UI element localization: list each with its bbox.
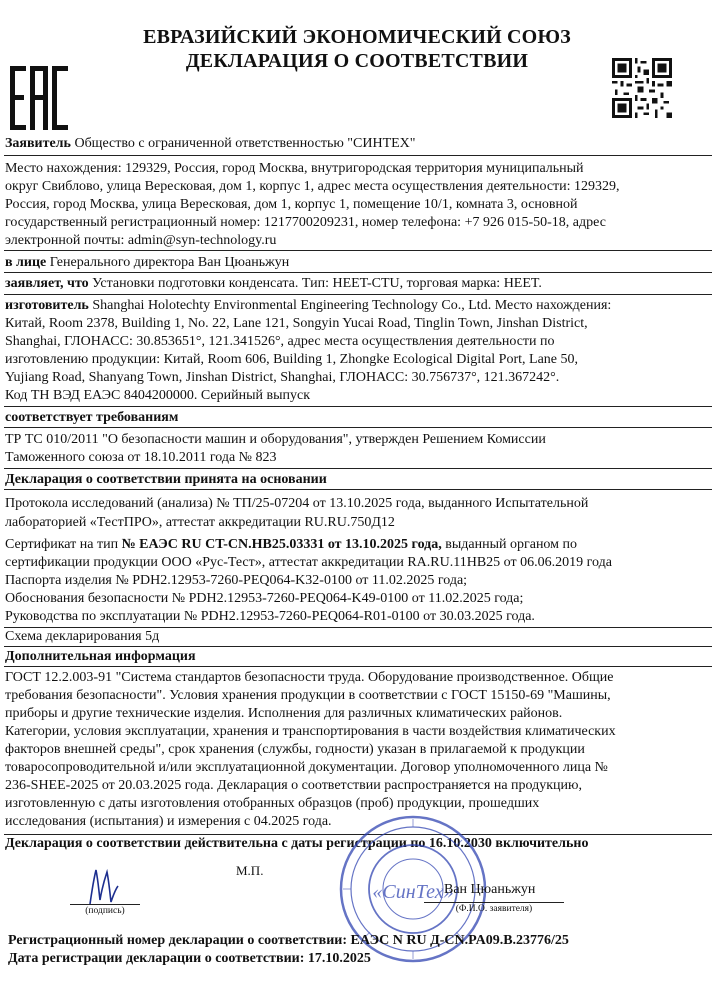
location-line: Место нахождения: 129329, Россия, город Москва, внутригородская территория муниципальный <box>5 161 584 176</box>
basis-protocol <box>5 494 711 532</box>
divider <box>4 489 712 490</box>
additional-line: приборы и другие технические изделия. Исполнения для различных климатических районов. <box>5 706 563 721</box>
manufacturer-line: изготовлению продукции: Китай, Room 606, Building 1, Zhongke Ecological Digital Port, Lane 50, <box>5 352 579 367</box>
additional-line: ГОСТ 12.2.003-91 "Система стандартов безопасности труда. Оборудование производственное. Общие <box>5 670 614 685</box>
manufacturer-label: изготовитель <box>5 298 89 313</box>
manufacturer-line: Код ТН ВЭД ЕАЭС 8404200000. Серийный выпуск <box>5 388 310 403</box>
cert-post: выданный органом по <box>441 537 578 552</box>
declares <box>5 275 711 293</box>
additional-text <box>5 669 711 831</box>
header-title-1: ЕВРАЗИЙСКИЙ ЭКОНОМИЧЕСКИЙ СОЮЗ <box>143 26 571 48</box>
basis-line: Обоснования безопасности № PDH2.12953-7260-PEQ064-K49-0100 от 11.02.2025 года; <box>5 591 524 606</box>
basis-cert <box>5 536 711 626</box>
eac-logo <box>8 64 70 132</box>
divider <box>4 294 712 295</box>
basis-label: Декларация о соответствии принята на основании <box>5 472 327 487</box>
basis-line: Паспорта изделия № PDH2.12953-7260-PEQ064-K32-0100 от 11.02.2025 года; <box>5 573 468 588</box>
divider <box>4 646 712 647</box>
manufacturer-first: Shanghai Holotechty Environmental Engineering Technology Co., Ltd. Место нахождения: <box>88 298 612 313</box>
additional-line: факторов внешней среды", срок хранения (службы, годности) указан в прилагаемой к продукции <box>5 742 585 757</box>
divider <box>4 427 712 428</box>
stamp-text: «СинТех» <box>372 881 454 903</box>
basis-protocol-line: Протокола исследований (анализа) № ТП/25-07204 от 13.10.2025 года, выданного Испытательной <box>5 496 589 511</box>
name-caption: (Ф.И.О. заявителя) <box>455 904 533 914</box>
location-line: Россия, город Москва, улица Вересковая, дом 1, корпус 1, помещение 10/1, комната 3, основной <box>5 197 578 212</box>
additional-line: 236-SHEE-2025 от 20.03.2025 года. Декларация о соответствии распространяется на продукцию, <box>5 778 583 793</box>
conforms-label: соответствует требованиям <box>5 410 179 425</box>
divider <box>4 272 712 273</box>
registration-number: Регистрационный номер декларации о соответствии: ЕАЭС N RU Д-CN.PA09.B.23776/25 <box>8 933 569 948</box>
additional-line: изготовленную с даты изготовления отобранных образцов (проб) продукции, прошедших <box>5 796 540 811</box>
additional <box>5 648 711 666</box>
location-line: округ Свиблово, улица Вересковая, дом 1, корпус 1, адрес места осуществления деятельности: 129329, <box>5 179 620 194</box>
basis-line: сертификации продукции ООО «Рус-Тест», аттестат аккредитации RA.RU.11HB25 от 06.06.2019 года <box>5 555 612 570</box>
divider <box>4 406 712 407</box>
mp-label: М.П. <box>236 863 264 878</box>
location <box>5 160 711 250</box>
additional-line: товаросопроводительной и/или эксплуатационной документации. Договор уполномоченного лица № <box>5 760 608 775</box>
additional-line: исследования (испытания) и измерения с 04.2025 года. <box>5 814 332 829</box>
manufacturer-line: Yujiang Road, Shanyang Town, Jinshan District, Shanghai, ГЛОНАСС: 30.756737°, 121.367242°. <box>5 370 560 385</box>
header-title-2: ДЕКЛАРАЦИЯ О СООТВЕТСТВИИ <box>185 50 529 72</box>
applicant-value: Общество с ограниченной ответственностью "СИНТЕХ" <box>70 136 416 151</box>
location-line: государственный регистрационный номер: 1217700209231, номер телефона: +7 926 015-50-18, адрес <box>5 215 606 230</box>
declares-value: Установки подготовки конденсата. Тип: HEET-CTU, торговая марка: HEET. <box>88 276 542 291</box>
divider <box>4 155 712 156</box>
qr-code-icon <box>612 58 672 118</box>
registration-date: Дата регистрации декларации о соответствии: 17.10.2025 <box>8 951 371 966</box>
conforms-line: Таможенного союза от 18.10.2011 года № 823 <box>5 450 277 465</box>
represented-label: в лице <box>5 255 47 270</box>
name-line <box>424 902 564 903</box>
applicant-label: Заявитель <box>5 136 71 151</box>
scheme: Схема декларирования 5д <box>5 629 160 644</box>
conforms-text <box>5 431 711 467</box>
applicant <box>5 135 711 153</box>
additional-line: требования безопасности". Условия хранения продукции в соответствии с ГОСТ 15150-69 "Машины, <box>5 688 611 703</box>
location-line: электронной почты: admin@syn-technology.ru <box>5 233 277 248</box>
divider <box>4 666 712 667</box>
represented <box>5 254 711 272</box>
validity-text: Декларация о соответствии действительна с даты регистрации по 16.10.2030 включительно <box>5 836 589 851</box>
signature <box>84 850 124 910</box>
basis-protocol-line: лабораторией «ТестПРО», аттестат аккредитации RU.RU.750Д12 <box>5 515 395 530</box>
declares-label: заявляет, что <box>5 276 89 291</box>
conforms <box>5 409 711 427</box>
conforms-line: ТР ТС 010/2011 "О безопасности машин и оборудования", утвержден Решением Комиссии <box>5 432 546 447</box>
cert-pre: Сертификат на тип <box>5 537 122 552</box>
divider <box>4 468 712 469</box>
sign-line <box>70 904 140 905</box>
additional-label: Дополнительная информация <box>5 649 196 664</box>
applicant-name: Ван Цюаньжун <box>444 882 536 897</box>
manufacturer-line: Shanghai, ГЛОНАСС: 30.853651°, 121.341526°, адрес места осуществления деятельности по <box>5 334 555 349</box>
manufacturer-line: Китай, Room 2378, Building 1, No. 22, Lane 121, Songyin Yucai Road, Tinglin Town, Jinshan District, <box>5 316 588 331</box>
additional-line: Категории, условия эксплуатации, хранения и транспортирования в части воздействия климатических <box>5 724 616 739</box>
basis-line: Руководства по эксплуатации № PDH2.12953-7260-PEQ064-R01-0100 от 30.03.2025 года. <box>5 609 535 624</box>
manufacturer <box>5 297 711 405</box>
cert-number: № ЕАЭС RU CT-CN.HB25.03331 от 13.10.2025 года, <box>121 537 442 552</box>
divider <box>4 250 712 251</box>
basis <box>5 471 711 489</box>
represented-value: Генерального директора Ван Цюаньжун <box>46 255 290 270</box>
sign-caption: (подпись) <box>85 906 125 916</box>
